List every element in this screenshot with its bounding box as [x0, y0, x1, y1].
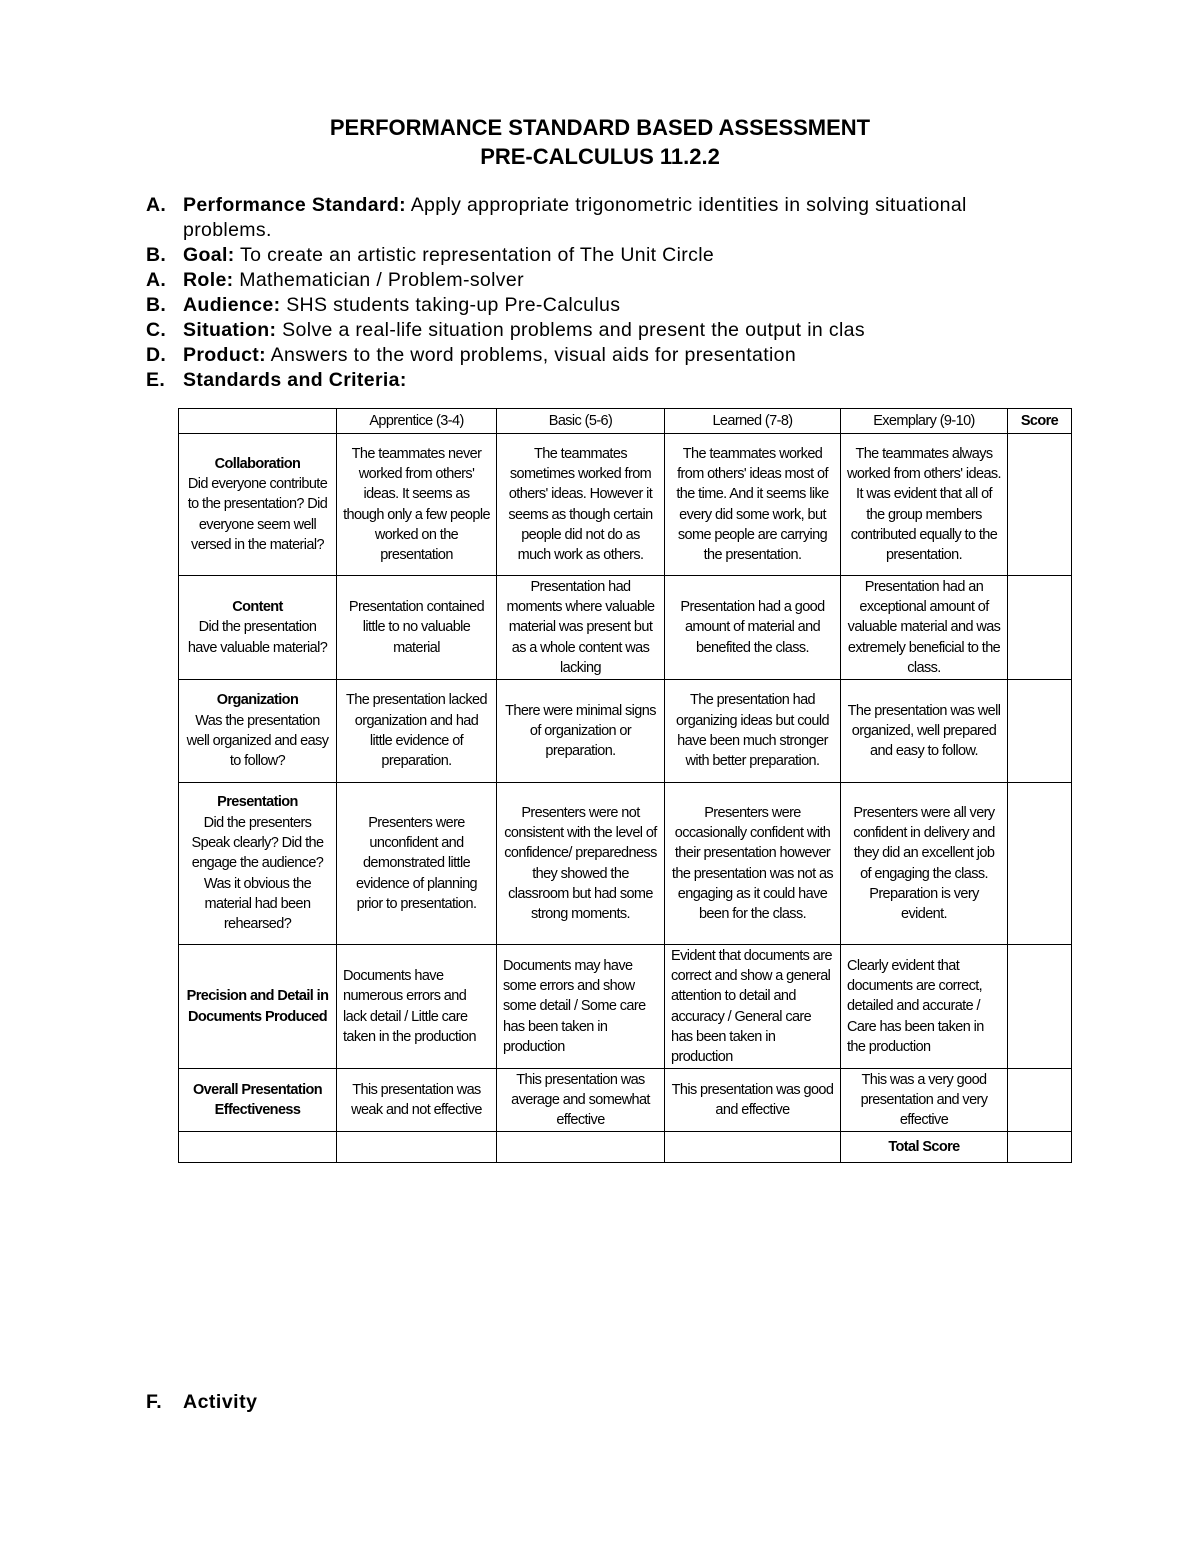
criterion-question: Did the presenters Speak clearly? Did the engage the audience? Was it obvious the material had been rehearsed?	[191, 814, 324, 933]
header-cell-apprentice: Apprentice (3-4)	[337, 409, 497, 434]
criterion-name: Overall Presentation Effectiveness	[192, 1081, 323, 1118]
criterion-name: Presentation	[217, 794, 298, 811]
rubric-cell-learned: Evident that documents are correct and show a general attention to detail and accuracy / General care has been taken in production	[665, 945, 841, 1069]
header-cell-criterion	[179, 409, 337, 434]
rubric-header-row	[179, 409, 1072, 434]
activity-label: Activity	[183, 1391, 258, 1413]
rubric-cell-learned: Presenters were occasionally confident with their presentation however the presentation was not as engaging as it could have been for the class.	[665, 783, 841, 945]
criterion-name: Content	[232, 599, 283, 616]
item-content	[183, 193, 1046, 243]
rubric-cell-apprentice: This presentation was weak and not effective	[337, 1069, 497, 1132]
list-item-role	[146, 268, 1046, 293]
total-score-label: Total Score	[841, 1132, 1008, 1163]
rubric-cell-basic: The teammates sometimes worked from others' ideas. However it seems as though certain people did not do as much work as others.	[497, 434, 665, 576]
rubric-cell-apprentice: The teammates never worked from others' ideas. It seems as though only a few people worked on the presentation	[337, 434, 497, 576]
rubric-cell-exemplary: The teammates always worked from others' ideas. It was evident that all of the group members contributed equally to the presentation.	[841, 434, 1008, 576]
criterion-name: Collaboration	[214, 455, 301, 472]
criterion-name: Precision and Detail in Documents Produced	[186, 988, 329, 1025]
rubric-cell-basic: Documents may have some errors and show some detail / Some care has been taken in production	[497, 945, 665, 1069]
item-text: Solve a real-life situation problems and present the output in clas	[276, 319, 865, 341]
criterion-cell	[179, 1069, 337, 1132]
list-item-situation	[146, 318, 1046, 343]
criterion-cell	[179, 576, 337, 680]
rubric-cell-apprentice: Documents have numerous errors and lack detail / Little care taken in the production	[337, 945, 497, 1069]
rubric-cell-basic: This presentation was average and somewhat effective	[497, 1069, 665, 1132]
rubric-total-row	[179, 1132, 1072, 1163]
item-letter: B.	[146, 244, 167, 266]
rubric-row-precision-detail	[179, 945, 1072, 1069]
score-cell[interactable]	[1008, 680, 1072, 783]
item-letter: C.	[146, 319, 167, 341]
criterion-cell	[179, 783, 337, 945]
rubric-cell-learned: The teammates worked from others' ideas most of the time. And it seems like every did some work, but some people are carrying the presentation.	[665, 434, 841, 576]
rubric-row-organization	[179, 680, 1072, 783]
score-cell[interactable]	[1008, 434, 1072, 576]
item-text: Answers to the word problems, visual aids for presentation	[265, 344, 797, 366]
empty-cell	[179, 1132, 337, 1163]
rubric-cell-learned: The presentation had organizing ideas but could have been much stronger with better preparation.	[665, 680, 841, 783]
rubric-cell-exemplary: Clearly evident that documents are correct, detailed and accurate / Care has been taken in the production	[841, 945, 1008, 1069]
criterion-cell	[179, 434, 337, 576]
item-label: Performance Standard:	[183, 194, 406, 216]
rubric-row-presentation	[179, 783, 1072, 945]
item-letter: A.	[146, 269, 167, 291]
item-text: Apply appropriate trigonometric identities in solving situational problems.	[183, 194, 967, 241]
document-subtitle: PRE-CALCULUS 11.2.2	[480, 144, 720, 169]
list-item-product	[146, 343, 1046, 368]
rubric-cell-basic: There were minimal signs of organization or preparation.	[497, 680, 665, 783]
document-title: PERFORMANCE STANDARD BASED ASSESSMENT	[329, 115, 871, 140]
rubric-cell-exemplary: This was a very good presentation and very effective	[841, 1069, 1008, 1132]
item-content	[183, 293, 1046, 318]
rubric-cell-exemplary: Presentation had an exceptional amount of valuable material and was extremely beneficial to the class.	[841, 576, 1008, 680]
item-label: Product:	[183, 344, 266, 366]
item-letter: B.	[146, 294, 167, 316]
list-item-goal	[146, 243, 1046, 268]
rubric-cell-exemplary: The presentation was well organized, well prepared and easy to follow.	[841, 680, 1008, 783]
empty-cell	[665, 1132, 841, 1163]
assessment-items-list	[146, 193, 1046, 393]
activity-letter: F.	[146, 1391, 163, 1413]
item-content	[183, 243, 1046, 268]
criterion-cell	[179, 945, 337, 1069]
rubric-cell-exemplary: Presenters were all very confident in delivery and they did an excellent job of engaging the class. Preparation is very evident.	[841, 783, 1008, 945]
empty-cell	[497, 1132, 665, 1163]
rubric-table	[178, 408, 1072, 1163]
item-letter: A.	[146, 194, 167, 216]
score-cell[interactable]	[1008, 576, 1072, 680]
activity-heading	[146, 1390, 257, 1415]
item-label: Goal:	[183, 244, 235, 266]
total-score-cell[interactable]	[1008, 1132, 1072, 1163]
criterion-question: Did the presentation have valuable material?	[187, 619, 328, 656]
rubric-cell-apprentice: Presentation contained little to no valuable material	[337, 576, 497, 680]
rubric-row-overall-effectiveness	[179, 1069, 1072, 1132]
header-cell-score: Score	[1008, 409, 1072, 434]
item-label: Audience:	[183, 294, 281, 316]
list-item-performance-standard	[146, 193, 1046, 243]
rubric-cell-apprentice: The presentation lacked organization and had little evidence of preparation.	[337, 680, 497, 783]
item-text: SHS students taking-up Pre-Calculus	[280, 294, 621, 316]
item-content	[183, 268, 1046, 293]
score-cell[interactable]	[1008, 1069, 1072, 1132]
item-label: Situation:	[183, 319, 277, 341]
list-item-standards-criteria	[146, 368, 1046, 393]
item-label: Standards and Criteria:	[183, 369, 407, 391]
criterion-question: Did everyone contribute to the presentation? Did everyone seem well versed in the material?	[187, 476, 328, 553]
header-cell-basic: Basic (5-6)	[497, 409, 665, 434]
rubric-cell-basic: Presentation had moments where valuable material was present but as a whole content was lacking	[497, 576, 665, 680]
rubric-cell-learned: Presentation had a good amount of material and benefited the class.	[665, 576, 841, 680]
header-cell-exemplary: Exemplary (9-10)	[841, 409, 1008, 434]
document-title-block	[0, 113, 1200, 171]
item-text: Mathematician / Problem-solver	[233, 269, 524, 291]
score-cell[interactable]	[1008, 783, 1072, 945]
rubric-row-content	[179, 576, 1072, 680]
criterion-name: Organization	[216, 692, 299, 709]
item-text: To create an artistic representation of The Unit Circle	[234, 244, 715, 266]
item-content	[183, 368, 1046, 393]
item-letter: D.	[146, 344, 167, 366]
empty-cell	[337, 1132, 497, 1163]
rubric-cell-basic: Presenters were not consistent with the level of confidence/ preparedness they showed the classroom but had some strong moments.	[497, 783, 665, 945]
list-item-audience	[146, 293, 1046, 318]
score-cell[interactable]	[1008, 945, 1072, 1069]
item-content	[183, 343, 1046, 368]
item-content	[183, 318, 1046, 343]
rubric-cell-learned: This presentation was good and effective	[665, 1069, 841, 1132]
criterion-cell	[179, 680, 337, 783]
header-cell-learned: Learned (7-8)	[665, 409, 841, 434]
rubric-row-collaboration	[179, 434, 1072, 576]
rubric-cell-apprentice: Presenters were unconfident and demonstrated little evidence of planning prior to presentation.	[337, 783, 497, 945]
item-label: Role:	[183, 269, 234, 291]
criterion-question: Was the presentation well organized and easy to follow?	[186, 712, 329, 770]
item-letter: E.	[146, 369, 166, 391]
